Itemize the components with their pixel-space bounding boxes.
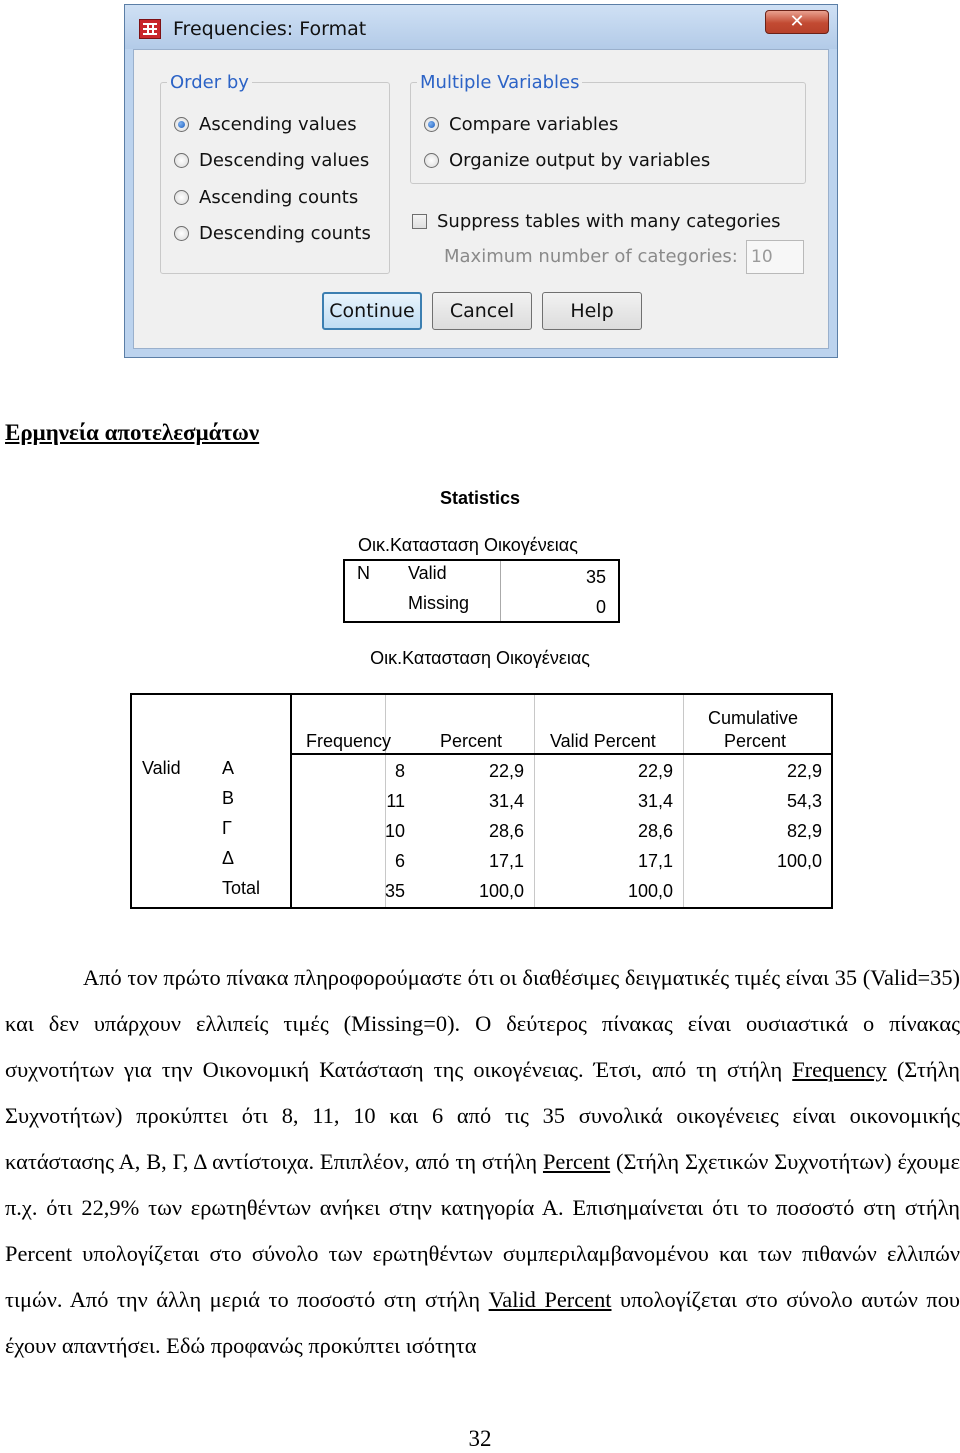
radio-icon[interactable] [174, 190, 189, 205]
paragraph-text-2: (Στήλη Συχνοτήτων) προκύπτει ότι 8, 11, 10 και 6 από τις 35 συνολικά οικογένειες είναι οικονομικής κατάστασης Α, Β, Γ, Δ αντίστοιχα. Επιπλέον, από τη στήλη [5, 1057, 960, 1174]
help-button[interactable]: Help [542, 292, 642, 330]
dialog-title: Frequencies: Format [173, 18, 367, 40]
column-divider [500, 561, 501, 621]
radio-ascending-values[interactable] [174, 114, 357, 135]
radio-label: Organize output by variables [449, 150, 711, 171]
max-categories-label: Maximum number of categories: [444, 246, 738, 267]
header-divider [290, 753, 831, 755]
radio-selected-icon[interactable] [424, 117, 439, 132]
title-bar[interactable] [125, 5, 837, 49]
missing-label: Missing [408, 593, 470, 613]
cell-valid-percent: 31,4 [637, 791, 673, 811]
frequency-term: Frequency [792, 1057, 887, 1082]
percent-term: Percent [542, 1149, 611, 1174]
radio-organize-output[interactable] [424, 150, 710, 171]
checkbox-label: Suppress tables with many categories [437, 211, 781, 232]
cell-frequency: 8 [394, 761, 405, 781]
cell-valid-percent: 22,9 [637, 761, 673, 781]
header-percent: Percent [440, 731, 503, 751]
radio-compare-variables[interactable] [424, 114, 618, 135]
cancel-button[interactable]: Cancel [432, 292, 532, 330]
cell-frequency: 6 [394, 851, 405, 871]
n-label: N [357, 563, 370, 583]
row-label: Β [222, 788, 235, 808]
multiple-variables-legend: Multiple Variables [420, 72, 580, 93]
close-button[interactable]: ✕ [765, 10, 829, 34]
header-cumulative-percent: Percent [724, 731, 787, 751]
statistics-title: Statistics [439, 488, 521, 508]
group-label-valid: Valid [142, 758, 181, 778]
cell-percent: 100,0 [478, 881, 524, 901]
statistics-variable: Οικ.Κατασταση Οικογένειας [358, 535, 578, 555]
row-label: Γ [222, 818, 232, 838]
continue-button[interactable]: Continue [322, 292, 422, 330]
cell-percent: 28,6 [488, 821, 524, 841]
interpretation-paragraph [5, 955, 960, 1369]
cell-percent: 31,4 [488, 791, 524, 811]
cell-cumulative: 100,0 [776, 851, 822, 871]
missing-value: 0 [595, 597, 606, 617]
cell-percent: 17,1 [488, 851, 524, 871]
page-number: 32 [468, 1426, 492, 1451]
column-divider [683, 695, 684, 907]
cell-percent: 22,9 [488, 761, 524, 781]
radio-label: Ascending counts [199, 187, 359, 208]
cell-valid-percent: 28,6 [637, 821, 673, 841]
valid-value: 35 [585, 567, 606, 587]
cell-cumulative: 22,9 [786, 761, 822, 781]
suppress-tables-checkbox[interactable] [412, 211, 781, 232]
radio-label: Descending values [199, 150, 370, 171]
radio-ascending-counts[interactable] [174, 187, 358, 208]
frequencies-format-dialog [124, 4, 838, 358]
header-frequency: Frequency [306, 731, 392, 751]
cell-valid-percent: 17,1 [637, 851, 673, 871]
section-heading: Ερμηνεία αποτελεσμάτων [5, 420, 260, 445]
row-label: Δ [222, 848, 235, 868]
valid-label: Valid [408, 563, 447, 583]
valid-percent-term: Valid Percent [488, 1287, 612, 1312]
header-valid-percent: Valid Percent [550, 731, 656, 751]
radio-selected-icon[interactable] [174, 117, 189, 132]
row-label-total: Total [222, 878, 261, 898]
header-cumulative: Cumulative [708, 708, 799, 728]
cell-frequency: 10 [384, 821, 405, 841]
checkbox-icon[interactable] [412, 214, 427, 229]
cell-valid-percent: 100,0 [627, 881, 673, 901]
order-by-legend: Order by [170, 72, 249, 93]
radio-label: Ascending values [199, 114, 357, 135]
radio-descending-counts[interactable] [174, 223, 371, 244]
row-label: Α [222, 758, 235, 778]
statistics-table [343, 559, 620, 623]
cell-frequency: 35 [384, 881, 405, 901]
cell-cumulative: 54,3 [786, 791, 822, 811]
max-categories-input[interactable]: 10 [746, 240, 804, 274]
radio-label: Compare variables [449, 114, 619, 135]
frequency-table [130, 693, 833, 909]
paragraph-text-4: υπολογίζεται στο σύνολο αυτών που έχουν απαντήσει. Εδώ προφανώς προκύπτει ισότητα [5, 1287, 960, 1358]
frequency-table-title: Οικ.Κατασταση Οικογένειας [370, 648, 590, 668]
radio-icon[interactable] [424, 153, 439, 168]
column-divider [534, 695, 535, 907]
app-table-icon [139, 19, 161, 39]
radio-icon[interactable] [174, 226, 189, 241]
paragraph-text-3: (Στήλη Σχετικών Συχνοτήτων) έχουμε π.χ. ότι 22,9% των ερωτηθέντων ανήκει στην κατηγορία Α. Επισημαίνεται ότι το ποσοστό στη στήλη Percent υπολογίζεται στο σύνολο των ερωτηθέντων συμπεριλαμβανομένου και των πιθανών ελλιπών τιμών. Από την άλλη μεριά το ποσοστό στη στήλη [5, 1149, 960, 1312]
dialog-body [133, 49, 829, 349]
paragraph-text-1: Από τον πρώτο πίνακα πληροφορούμαστε ότι οι διαθέσιμες δειγματικές τιμές είναι 35 (Valid=35) και δεν υπάρχουν ελλιπείς τιμές (Missing=0). Ο δεύτερος πίνακας είναι ουσιαστικά ο πίνακας συχνοτήτων για την Οικονομική Κατάσταση της οικογένειας. Έτσι, από τη στήλη [5, 965, 960, 1082]
radio-descending-values[interactable] [174, 150, 369, 171]
cell-cumulative: 82,9 [786, 821, 822, 841]
radio-icon[interactable] [174, 153, 189, 168]
radio-label: Descending counts [199, 223, 371, 244]
cell-frequency: 11 [386, 791, 405, 811]
